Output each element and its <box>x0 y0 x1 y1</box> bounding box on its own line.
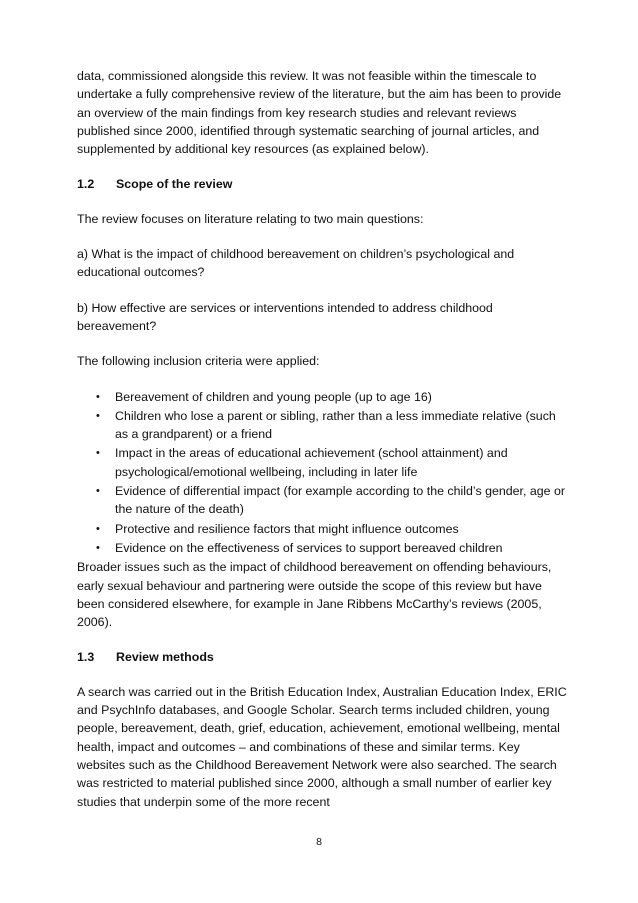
document-page <box>77 67 567 812</box>
list-item <box>77 539 567 557</box>
section-title: Review methods <box>116 650 214 665</box>
inclusion-criteria-list <box>77 388 567 558</box>
section-number: 1.2 <box>77 177 95 192</box>
list-item <box>77 388 567 406</box>
list-item-text: Protective and resilience factors that might influence outcomes <box>115 521 459 536</box>
list-item <box>77 520 567 538</box>
list-item-text: Bereavement of children and young people (up to age 16) <box>115 389 432 404</box>
question-b-paragraph: b) How effective are services or interventions intended to address childhood bereavement? <box>77 300 493 333</box>
list-item <box>77 407 567 444</box>
bullet-icon: • <box>96 485 100 498</box>
bullet-icon: • <box>96 447 100 460</box>
list-item-text: Children who lose a parent or sibling, rather than a less immediate relative (such as a grandparent) or a friend <box>115 408 556 442</box>
list-item-text: Evidence on the effectiveness of services to support bereaved children <box>115 540 503 555</box>
list-item-text: Evidence of differential impact (for example according to the child’s gender, age or the nature of the death) <box>115 484 565 517</box>
criteria-lead-paragraph: The following inclusion criteria were applied: <box>77 354 320 369</box>
section-number: 1.3 <box>77 650 95 665</box>
section-heading-scope <box>77 175 567 193</box>
page-number: 8 <box>316 836 322 848</box>
bullet-icon: • <box>96 409 100 422</box>
methods-paragraph: A search was carried out in the British Education Index, Australian Education Index, ERIC and PsychInfo databases, and Google Scholar. Search terms included children, young people, bereavement, death, grief, education, achievement, emotional wellbeing, mental health, impact and outcomes – and combinations of these and similar terms. Key websites such as the Childhood Bereavement Network were also searched. The search was restricted to material published since 2000, although a small number of earlier key studies that underpin some of the more recent <box>77 684 567 809</box>
bullet-icon: • <box>96 541 100 554</box>
list-item-text: Impact in the areas of educational achievement (school attainment) and psychological/emotional wellbeing, including in later life <box>115 446 508 479</box>
scope-lead-paragraph: The review focuses on literature relating to two main questions: <box>77 211 424 226</box>
list-item <box>77 444 567 481</box>
question-a-paragraph: a) What is the impact of childhood bereavement on children’s psychological and educational outcomes? <box>77 247 515 280</box>
list-item <box>77 482 567 519</box>
scope-closing-paragraph: Broader issues such as the impact of childhood bereavement on offending behaviours, early sexual behaviour and partnering were outside the scope of this review but have been considered elsewhere, for example in Jane Ribbens McCarthy’s reviews (2005, 2006). <box>77 560 552 630</box>
bullet-icon: • <box>96 390 100 403</box>
intro-paragraph: data, commissioned alongside this review. It was not feasible within the timescale to undertake a fully comprehensive review of the literature, but the aim has been to provide an overview of the main findings from key research studies and relevant reviews published since 2000, identified through systematic searching of journal articles, and supplemented by additional key resources (as explained below). <box>77 69 562 157</box>
bullet-icon: • <box>96 522 100 535</box>
section-heading-methods <box>77 648 567 666</box>
section-title: Scope of the review <box>116 177 233 192</box>
